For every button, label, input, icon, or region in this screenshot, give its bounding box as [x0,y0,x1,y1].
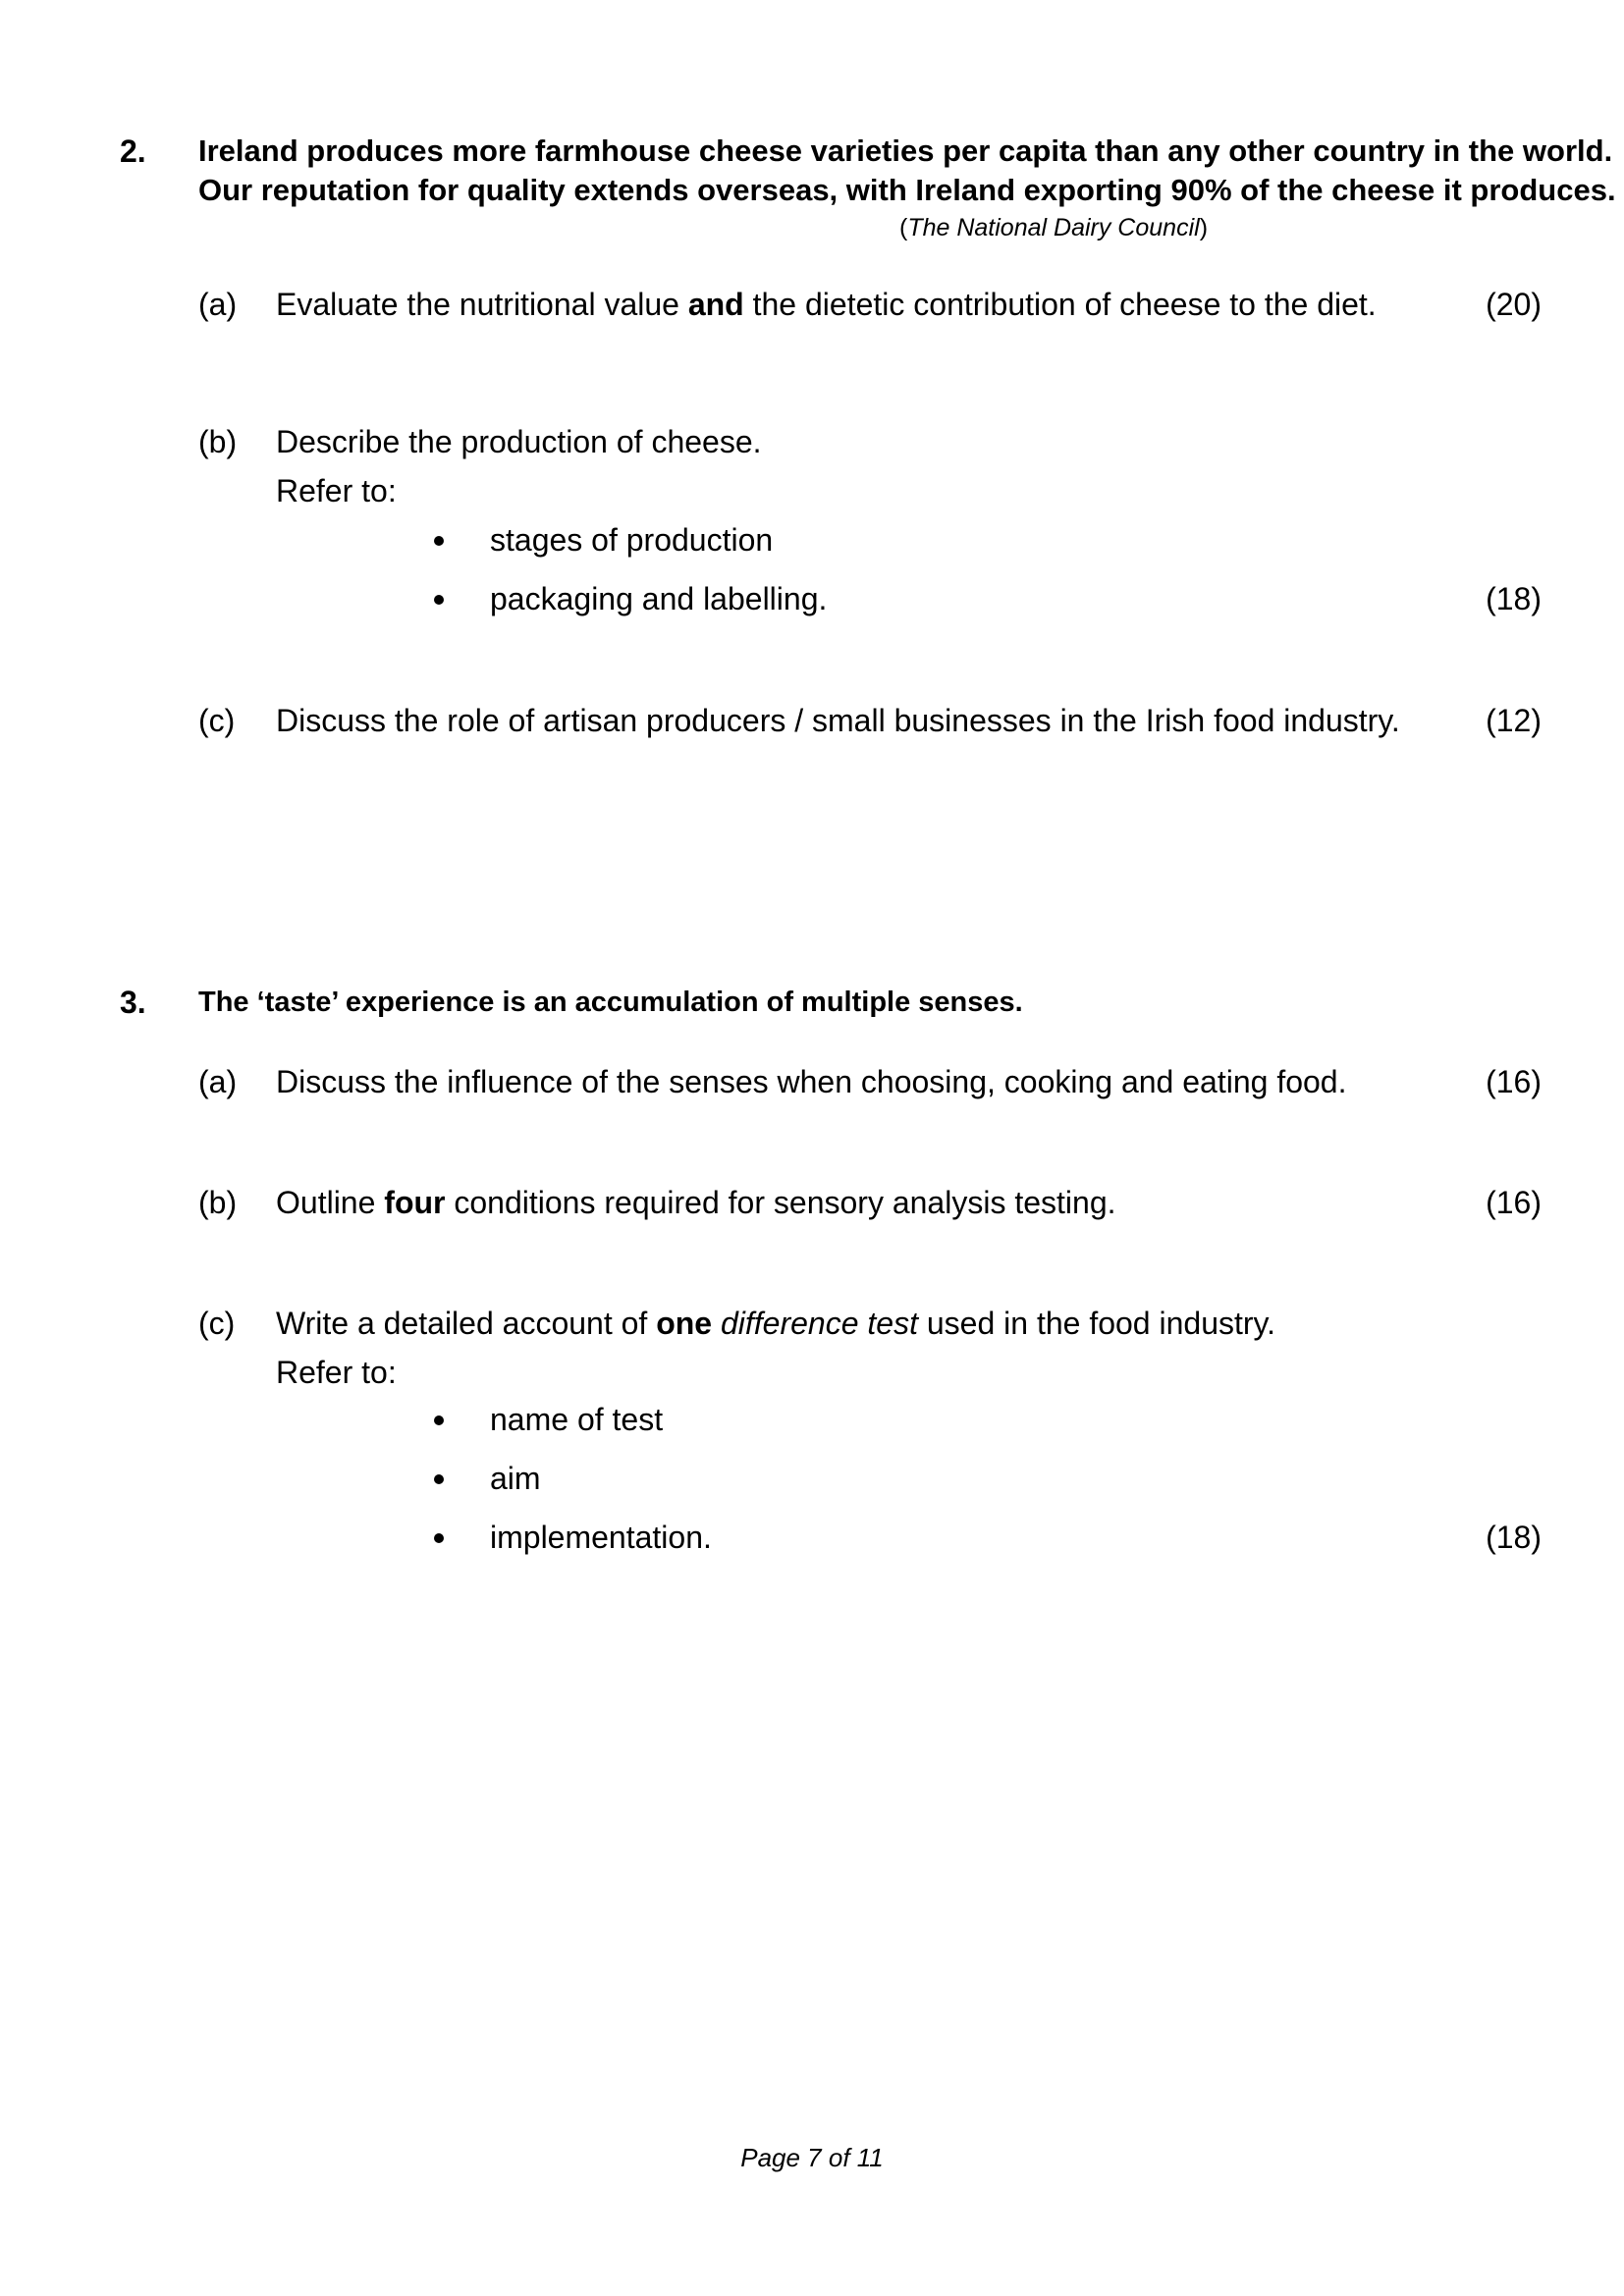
marks: (16) [1486,1064,1542,1099]
part-text: Write a detailed account of one difference test used in the food industry. [276,1306,1276,1341]
marks: (18) [1486,1520,1542,1555]
refer-to: Refer to: [276,1355,397,1390]
part-label: (b) [198,1185,238,1220]
bullet-item: name of test [490,1402,664,1437]
bullet-icon [434,536,444,546]
question-number: 3. [120,985,146,1020]
part-label: (c) [198,1306,236,1341]
marks: (16) [1486,1185,1542,1220]
page-number: Page 7 of 11 [740,2143,884,2172]
bullet-item: aim [490,1461,541,1496]
bullet-item: implementation. [490,1520,712,1555]
marks: (18) [1486,581,1542,616]
marks: (20) [1486,287,1542,322]
part-label: (a) [198,287,238,322]
bullet-icon [434,1533,444,1543]
source-citation: (The National Dairy Council) [899,214,1209,241]
marks: (12) [1486,703,1542,738]
part-label: (c) [198,703,236,738]
part-text: Discuss the influence of the senses when choosing, cooking and eating food. [276,1064,1347,1099]
part-text: Discuss the role of artisan producers / small businesses in the Irish food industry. [276,703,1400,738]
source-name: The National Dairy Council [907,214,1200,241]
question-stem-line-2: Our reputation for quality extends overseas, with Ireland exporting 90% of the cheese it produces. [198,173,1616,207]
question-number: 2. [120,133,146,169]
bullet-item: packaging and labelling. [490,581,828,616]
question-stem-line-1: Ireland produces more farmhouse cheese varieties per capita than any other country in the world. [198,133,1613,168]
bullet-icon [434,1474,444,1484]
part-text: Describe the production of cheese. [276,424,762,459]
part-text: Outline four conditions required for sensory analysis testing. [276,1185,1116,1220]
bullet-icon [434,1415,444,1425]
part-label: (a) [198,1064,238,1099]
part-label: (b) [198,424,238,459]
bullet-icon [434,595,444,605]
part-text: Evaluate the nutritional value and the dietetic contribution of cheese to the diet. [276,287,1377,322]
bullet-item: stages of production [490,522,774,558]
question-stem: The ‘taste’ experience is an accumulation of multiple senses. [198,987,1023,1018]
refer-to: Refer to: [276,473,397,508]
